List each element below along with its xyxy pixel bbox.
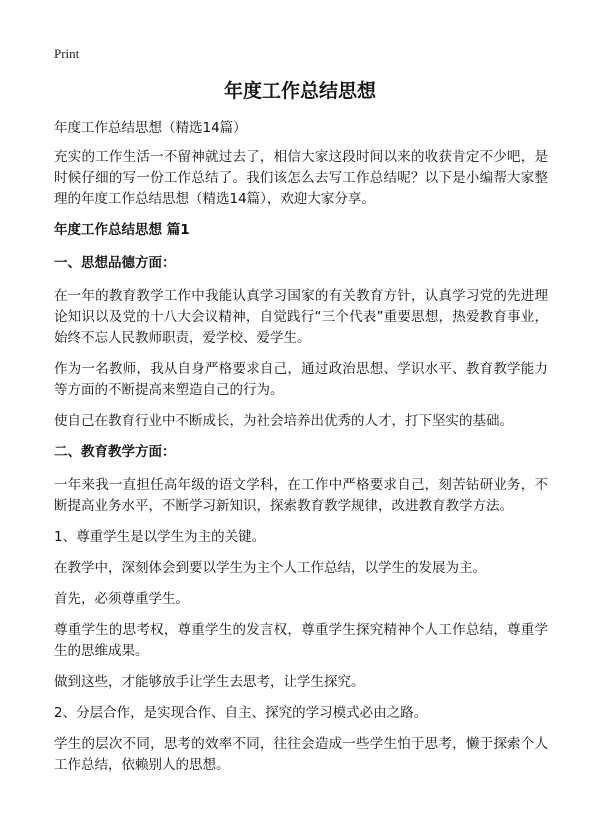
section1-heading: 一、思想品德方面： (54, 255, 176, 271)
section2-paragraph-1: 一年来我一直担任高年级的语文学科，在工作中严格要求自己，刻苦钻研业务，不断提高业务水平，不断学习新知识，探索教育教学规律，改进教育教学方法。 (54, 477, 548, 514)
section1-paragraph-2: 作为一名教师，我从自身严格要求自己，通过政治思想、学识水平、教育教学能力等方面的不断提高来塑造自己的行为。 (54, 361, 548, 398)
document-body (54, 118, 548, 786)
document-subtitle: 年度工作总结思想（精选14篇） (54, 120, 247, 136)
point1-paragraph-3: 尊重学生的思考权，尊重学生的发言权，尊重学生探究精神个人工作总结，尊重学生的思维成果。 (54, 622, 548, 659)
print-link[interactable]: Print (54, 46, 80, 61)
point1-heading: 1、尊重学生是以学生为主的关键。 (54, 529, 266, 545)
point1-paragraph-2: 首先，必须尊重学生。 (54, 591, 189, 607)
point2-paragraph-1: 学生的层次不同，思考的效率不同，往往会造成一些学生怕于思考，懒于探索个人工作总结，依赖别人的思想。 (54, 736, 548, 773)
page-title: 年度工作总结思想 (223, 80, 376, 102)
point1-paragraph-4: 做到这些，才能够放手让学生去思考，让学生探究。 (54, 674, 365, 690)
section2-heading: 二、教育教学方面： (54, 444, 176, 460)
point2-heading: 2、分层合作，是实现合作、自主、探究的学习模式必由之路。 (54, 705, 428, 721)
intro-paragraph: 充实的工作生活一不留神就过去了，相信大家这段时间以来的收获肯定不少吧，是时候仔细的写一份工作总结了。我们该怎么去写工作总结呢？以下是小编帮大家整理的年度工作总结思想（精选14篇），欢迎大家分享。 (54, 149, 548, 207)
section1-paragraph-1: 在一年的教育教学工作中我能认真学习国家的有关教育方针，认真学习党的先进理论知识以及党的十八大会议精神，自觉践行“三个代表”重要思想，热爱教育事业，始终不忘人民教师职责，爱学校、爱学生。 (54, 288, 548, 346)
point1-paragraph-1: 在教学中，深刻体会到要以学生为主个人工作总结，以学生的发展为主。 (54, 560, 486, 576)
article-heading: 年度工作总结思想 篇1 (54, 222, 190, 238)
section1-paragraph-3: 使自己在教育行业中不断成长，为社会培养出优秀的人才，打下坚实的基础。 (54, 413, 513, 429)
